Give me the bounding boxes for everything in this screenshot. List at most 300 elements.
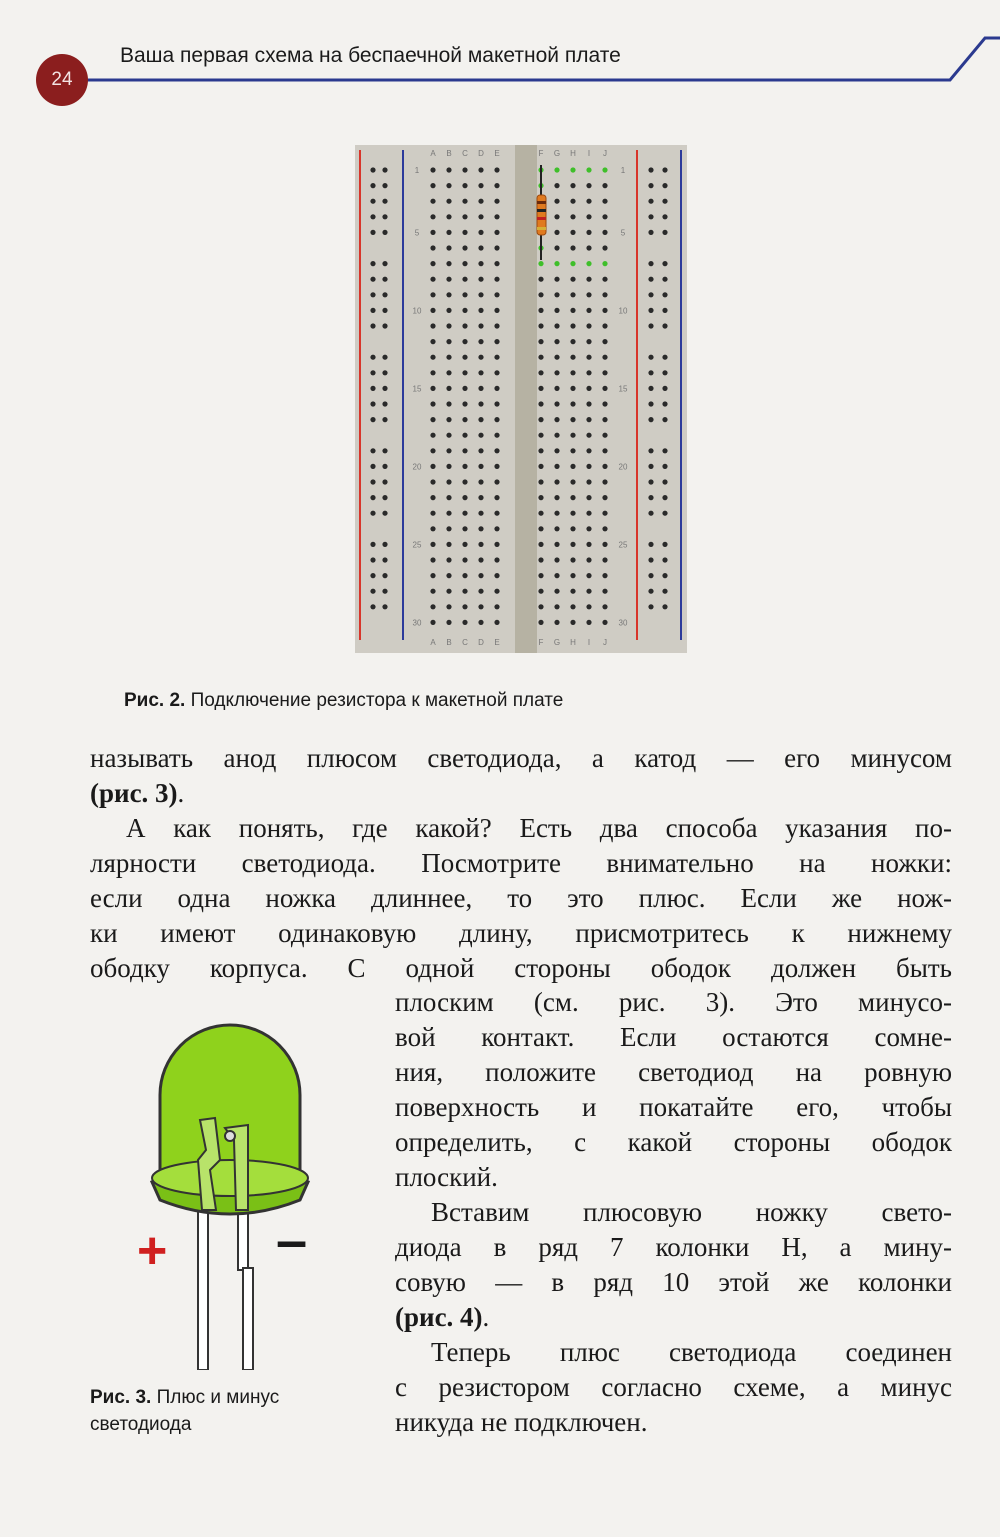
- breadboard-hole: [538, 604, 543, 609]
- breadboard-hole: [446, 214, 451, 219]
- breadboard-hole: [478, 230, 483, 235]
- breadboard-hole: [430, 511, 435, 516]
- breadboard-hole: [570, 620, 575, 625]
- breadboard-hole: [462, 199, 467, 204]
- breadboard-hole: [554, 339, 559, 344]
- text-line: никуда не подключен.: [395, 1407, 648, 1437]
- breadboard-hole: [662, 214, 667, 219]
- breadboard-hole: [446, 308, 451, 313]
- breadboard-hole: [662, 308, 667, 313]
- breadboard-hole: [586, 308, 591, 313]
- breadboard-hole: [446, 277, 451, 282]
- breadboard-hole: [662, 604, 667, 609]
- breadboard-hole: [494, 511, 499, 516]
- text-line: поверхность и покатайте его, чтобы: [395, 1092, 952, 1122]
- breadboard-hole: [446, 542, 451, 547]
- breadboard-hole: [538, 323, 543, 328]
- breadboard-hole: [602, 230, 607, 235]
- breadboard-hole: [430, 370, 435, 375]
- breadboard-hole: [602, 183, 607, 188]
- breadboard-hole: [554, 230, 559, 235]
- breadboard-hole: [478, 370, 483, 375]
- column-label: J: [603, 149, 607, 158]
- breadboard-hole: [662, 292, 667, 297]
- breadboard-hole: [370, 604, 375, 609]
- breadboard-hole: [430, 526, 435, 531]
- breadboard-hole: [462, 167, 467, 172]
- breadboard-hole: [586, 604, 591, 609]
- breadboard-hole: [382, 464, 387, 469]
- breadboard-hole: [478, 526, 483, 531]
- breadboard-hole: [462, 511, 467, 516]
- breadboard-hole: [538, 355, 543, 360]
- breadboard-hole: [586, 199, 591, 204]
- breadboard-hole: [478, 417, 483, 422]
- breadboard-hole: [662, 464, 667, 469]
- breadboard-hole: [648, 511, 653, 516]
- breadboard-hole: [430, 401, 435, 406]
- breadboard-hole: [538, 308, 543, 313]
- breadboard-hole: [382, 557, 387, 562]
- breadboard-hole: [554, 495, 559, 500]
- breadboard-hole: [382, 417, 387, 422]
- breadboard-hole: [462, 589, 467, 594]
- breadboard-hole: [462, 557, 467, 562]
- breadboard-hole: [462, 214, 467, 219]
- breadboard-hole: [370, 277, 375, 282]
- breadboard-hole: [430, 308, 435, 313]
- breadboard-hole: [382, 292, 387, 297]
- breadboard-hole: [586, 401, 591, 406]
- breadboard-hole: [430, 479, 435, 484]
- breadboard-hole: [494, 495, 499, 500]
- breadboard-hole: [430, 355, 435, 360]
- breadboard-hole: [648, 557, 653, 562]
- breadboard-hole: [370, 511, 375, 516]
- breadboard-hole: [586, 433, 591, 438]
- breadboard-hole: [554, 573, 559, 578]
- row-label: 5: [620, 228, 626, 238]
- breadboard-hole: [586, 573, 591, 578]
- breadboard-hole: [648, 214, 653, 219]
- breadboard-hole: [648, 261, 653, 266]
- breadboard-hole: [662, 401, 667, 406]
- column-label: F: [538, 638, 544, 647]
- breadboard-hole: [586, 479, 591, 484]
- breadboard-hole: [370, 479, 375, 484]
- breadboard-hole: [446, 167, 451, 172]
- breadboard-hole: [430, 386, 435, 391]
- breadboard-hole: [602, 511, 607, 516]
- breadboard-hole: [538, 277, 543, 282]
- breadboard-hole: [382, 495, 387, 500]
- breadboard-hole: [554, 323, 559, 328]
- breadboard-hole: [446, 386, 451, 391]
- breadboard-hole: [648, 370, 653, 375]
- breadboard-hole: [554, 183, 559, 188]
- row-label: 25: [412, 540, 422, 550]
- breadboard-hole: [570, 526, 575, 531]
- row-label: 10: [618, 306, 628, 316]
- breadboard-hole: [602, 604, 607, 609]
- breadboard-hole: [538, 479, 543, 484]
- breadboard-hole: [602, 339, 607, 344]
- breadboard-hole: [538, 589, 543, 594]
- breadboard-hole: [538, 417, 543, 422]
- breadboard-hole: [446, 511, 451, 516]
- breadboard-hole: [462, 323, 467, 328]
- row-label: 10: [412, 306, 422, 316]
- breadboard-hole: [648, 355, 653, 360]
- breadboard-hole: [478, 511, 483, 516]
- breadboard-hole: [478, 245, 483, 250]
- breadboard-hole: [382, 542, 387, 547]
- breadboard-hole: [370, 199, 375, 204]
- breadboard-hole: [494, 183, 499, 188]
- breadboard-hole: [602, 308, 607, 313]
- breadboard-hole: [586, 370, 591, 375]
- breadboard-hole: [494, 167, 499, 172]
- breadboard-hole: [538, 448, 543, 453]
- breadboard-hole: [478, 214, 483, 219]
- breadboard-hole: [554, 199, 559, 204]
- text-line: определить, с какой стороны ободок: [395, 1127, 952, 1157]
- breadboard-hole: [430, 589, 435, 594]
- breadboard-hole: [602, 245, 607, 250]
- breadboard-hole: [662, 167, 667, 172]
- breadboard-hole: [602, 589, 607, 594]
- breadboard-hole: [370, 292, 375, 297]
- row-label: 15: [412, 384, 422, 394]
- breadboard-hole: [538, 401, 543, 406]
- breadboard-hole: [462, 433, 467, 438]
- breadboard-hole: [570, 214, 575, 219]
- breadboard-hole: [586, 464, 591, 469]
- breadboard-hole: [586, 542, 591, 547]
- breadboard-hole: [586, 511, 591, 516]
- breadboard-hole: [570, 479, 575, 484]
- breadboard-hole: [586, 495, 591, 500]
- breadboard-hole: [662, 370, 667, 375]
- breadboard-hole: [370, 401, 375, 406]
- breadboard-hole: [554, 292, 559, 297]
- breadboard-hole: [382, 511, 387, 516]
- breadboard-hole: [430, 604, 435, 609]
- breadboard-hole: [446, 526, 451, 531]
- breadboard-hole: [430, 557, 435, 562]
- breadboard-hole: [602, 401, 607, 406]
- breadboard-hole: [662, 573, 667, 578]
- figure-3-label: Рис. 3.: [90, 1387, 152, 1408]
- row-label: 30: [412, 618, 422, 628]
- breadboard-hole: [382, 448, 387, 453]
- figure-4-reference: (рис. 4): [395, 1302, 483, 1332]
- breadboard-hole: [446, 230, 451, 235]
- highlighted-hole: [570, 167, 575, 172]
- breadboard-hole: [494, 526, 499, 531]
- breadboard-hole: [648, 183, 653, 188]
- breadboard-hole: [462, 401, 467, 406]
- breadboard-hole: [554, 511, 559, 516]
- breadboard-hole: [570, 604, 575, 609]
- breadboard-hole: [602, 464, 607, 469]
- breadboard-hole: [554, 557, 559, 562]
- highlighted-hole: [586, 261, 591, 266]
- breadboard-hole: [478, 542, 483, 547]
- breadboard-hole: [430, 495, 435, 500]
- breadboard-hole: [554, 308, 559, 313]
- breadboard-hole: [446, 323, 451, 328]
- breadboard-hole: [570, 323, 575, 328]
- breadboard-hole: [554, 417, 559, 422]
- breadboard-hole: [570, 557, 575, 562]
- breadboard-hole: [430, 199, 435, 204]
- breadboard-hole: [382, 604, 387, 609]
- breadboard-hole: [648, 308, 653, 313]
- breadboard-hole: [538, 557, 543, 562]
- breadboard-hole: [602, 557, 607, 562]
- breadboard-hole: [494, 589, 499, 594]
- breadboard-hole: [462, 292, 467, 297]
- breadboard-hole: [538, 573, 543, 578]
- figure-3-text-line1: Плюс и минус: [156, 1387, 280, 1408]
- breadboard-hole: [662, 511, 667, 516]
- breadboard-hole: [478, 573, 483, 578]
- breadboard-hole: [382, 355, 387, 360]
- breadboard-hole: [494, 292, 499, 297]
- breadboard-hole: [662, 417, 667, 422]
- breadboard-hole: [462, 308, 467, 313]
- breadboard-hole: [478, 355, 483, 360]
- breadboard-hole: [370, 167, 375, 172]
- breadboard-hole: [430, 167, 435, 172]
- breadboard-hole: [446, 495, 451, 500]
- breadboard-hole: [370, 417, 375, 422]
- column-label: C: [462, 149, 468, 158]
- breadboard-hole: [478, 167, 483, 172]
- paragraph-3: [395, 1195, 952, 1335]
- breadboard-hole: [446, 620, 451, 625]
- text-line: ния, положите светодиод на ровную: [395, 1057, 952, 1087]
- breadboard-hole: [478, 323, 483, 328]
- breadboard-hole: [430, 183, 435, 188]
- text-line: называть анод плюсом светодиода, а катод — его минусом: [90, 743, 952, 773]
- breadboard-hole: [494, 620, 499, 625]
- breadboard-hole: [462, 448, 467, 453]
- breadboard-hole: [554, 589, 559, 594]
- breadboard-hole: [648, 479, 653, 484]
- breadboard-hole: [382, 214, 387, 219]
- breadboard-hole: [662, 542, 667, 547]
- breadboard-hole: [462, 355, 467, 360]
- breadboard-hole: [662, 355, 667, 360]
- breadboard-hole: [462, 417, 467, 422]
- breadboard-hole: [648, 199, 653, 204]
- breadboard-hole: [382, 589, 387, 594]
- text-line: [90, 776, 952, 811]
- breadboard-hole: [554, 277, 559, 282]
- breadboard-hole: [494, 386, 499, 391]
- breadboard-hole: [430, 277, 435, 282]
- breadboard-hole: [430, 433, 435, 438]
- breadboard-hole: [538, 292, 543, 297]
- breadboard-hole: [554, 401, 559, 406]
- breadboard-hole: [602, 479, 607, 484]
- breadboard-hole: [370, 557, 375, 562]
- breadboard-hole: [586, 355, 591, 360]
- breadboard-hole: [570, 277, 575, 282]
- breadboard-hole: [586, 448, 591, 453]
- breadboard-hole: [570, 308, 575, 313]
- breadboard-hole: [430, 339, 435, 344]
- breadboard-hole: [662, 183, 667, 188]
- column-label: H: [570, 149, 576, 158]
- breadboard-hole: [586, 620, 591, 625]
- breadboard-hole: [494, 479, 499, 484]
- row-label: 15: [618, 384, 628, 394]
- breadboard-hole: [648, 542, 653, 547]
- breadboard-hole: [570, 339, 575, 344]
- figure-3-reference: (рис. 3): [90, 778, 178, 808]
- breadboard-hole: [554, 214, 559, 219]
- text-line: ободку корпуса. С одной стороны ободок должен быть: [90, 953, 952, 983]
- breadboard-hole: [648, 230, 653, 235]
- figure-3-caption: [90, 1384, 390, 1438]
- breadboard-hole: [462, 573, 467, 578]
- led-illustration: [130, 1010, 330, 1370]
- punctuation: .: [482, 1302, 490, 1332]
- breadboard-hole: [494, 433, 499, 438]
- breadboard-hole: [586, 386, 591, 391]
- breadboard-hole: [370, 464, 375, 469]
- breadboard-hole: [662, 495, 667, 500]
- row-label: 5: [414, 228, 420, 238]
- breadboard-hole: [602, 355, 607, 360]
- page-number: 24: [36, 54, 88, 106]
- punctuation: .: [177, 778, 185, 808]
- breadboard-hole: [462, 277, 467, 282]
- breadboard-hole: [382, 230, 387, 235]
- breadboard-hole: [462, 183, 467, 188]
- breadboard-hole: [602, 214, 607, 219]
- breadboard-hole: [430, 230, 435, 235]
- breadboard-hole: [570, 183, 575, 188]
- column-label: A: [430, 149, 436, 158]
- breadboard-hole: [382, 323, 387, 328]
- breadboard-hole: [462, 339, 467, 344]
- text-line: ки имеют одинаковую длину, присмотритесь к нижнему: [90, 918, 952, 948]
- breadboard-hole: [662, 261, 667, 266]
- plus-sign: +: [137, 1222, 168, 1280]
- breadboard-hole: [430, 464, 435, 469]
- text-line: диода в ряд 7 колонки H, а мину-: [395, 1232, 952, 1262]
- paragraph-2: [90, 811, 952, 986]
- figure-2-caption: [124, 690, 563, 712]
- breadboard-hole: [446, 199, 451, 204]
- breadboard-hole: [494, 261, 499, 266]
- breadboard-hole: [494, 604, 499, 609]
- breadboard-hole: [370, 386, 375, 391]
- column-label: G: [553, 149, 561, 158]
- breadboard-hole: [570, 417, 575, 422]
- breadboard-hole: [382, 370, 387, 375]
- led-legs: [198, 1210, 253, 1370]
- breadboard-hole: [430, 542, 435, 547]
- breadboard-hole: [602, 495, 607, 500]
- column-label: E: [494, 638, 500, 647]
- breadboard-hole: [462, 542, 467, 547]
- breadboard-hole: [648, 167, 653, 172]
- breadboard-hole: [586, 589, 591, 594]
- highlighted-hole: [554, 261, 559, 266]
- breadboard-hole: [554, 245, 559, 250]
- breadboard-hole: [430, 323, 435, 328]
- breadboard-hole: [446, 292, 451, 297]
- breadboard-hole: [478, 386, 483, 391]
- breadboard-hole: [648, 464, 653, 469]
- breadboard-hole: [570, 542, 575, 547]
- row-label: 25: [618, 540, 628, 550]
- breadboard-hole: [602, 277, 607, 282]
- breadboard-hole: [478, 495, 483, 500]
- highlighted-hole: [554, 167, 559, 172]
- breadboard-hole: [382, 401, 387, 406]
- breadboard-hole: [538, 526, 543, 531]
- breadboard-hole: [478, 401, 483, 406]
- highlighted-hole: [586, 167, 591, 172]
- breadboard-hole: [446, 339, 451, 344]
- breadboard-hole: [554, 542, 559, 547]
- breadboard-hole: [586, 417, 591, 422]
- breadboard-hole: [538, 386, 543, 391]
- text-line: Вставим плюсовую ножку свето-: [431, 1197, 952, 1227]
- breadboard-hole: [446, 433, 451, 438]
- row-label: 20: [618, 462, 628, 472]
- breadboard-hole: [648, 448, 653, 453]
- breadboard-hole: [586, 557, 591, 562]
- breadboard-hole: [662, 199, 667, 204]
- breadboard-hole: [586, 245, 591, 250]
- breadboard-hole: [494, 448, 499, 453]
- breadboard-hole: [462, 370, 467, 375]
- breadboard-hole: [602, 417, 607, 422]
- breadboard-hole: [586, 323, 591, 328]
- breadboard-hole: [538, 339, 543, 344]
- text-line: Теперь плюс светодиода соединен: [431, 1337, 952, 1367]
- breadboard-hole: [370, 589, 375, 594]
- breadboard-hole: [446, 245, 451, 250]
- breadboard-hole: [462, 386, 467, 391]
- breadboard-hole: [662, 448, 667, 453]
- breadboard-hole: [570, 464, 575, 469]
- column-label: G: [553, 638, 561, 647]
- breadboard-hole: [570, 495, 575, 500]
- breadboard-hole: [602, 323, 607, 328]
- breadboard-hole: [370, 308, 375, 313]
- breadboard-hole: [370, 573, 375, 578]
- breadboard-hole: [602, 292, 607, 297]
- breadboard-hole: [570, 433, 575, 438]
- breadboard-hole: [446, 557, 451, 562]
- breadboard-hole: [370, 261, 375, 266]
- breadboard-hole: [494, 464, 499, 469]
- breadboard-hole: [478, 199, 483, 204]
- breadboard-hole: [446, 183, 451, 188]
- breadboard-hole: [462, 604, 467, 609]
- breadboard-hole: [648, 401, 653, 406]
- breadboard-hole: [602, 542, 607, 547]
- breadboard-hole: [370, 448, 375, 453]
